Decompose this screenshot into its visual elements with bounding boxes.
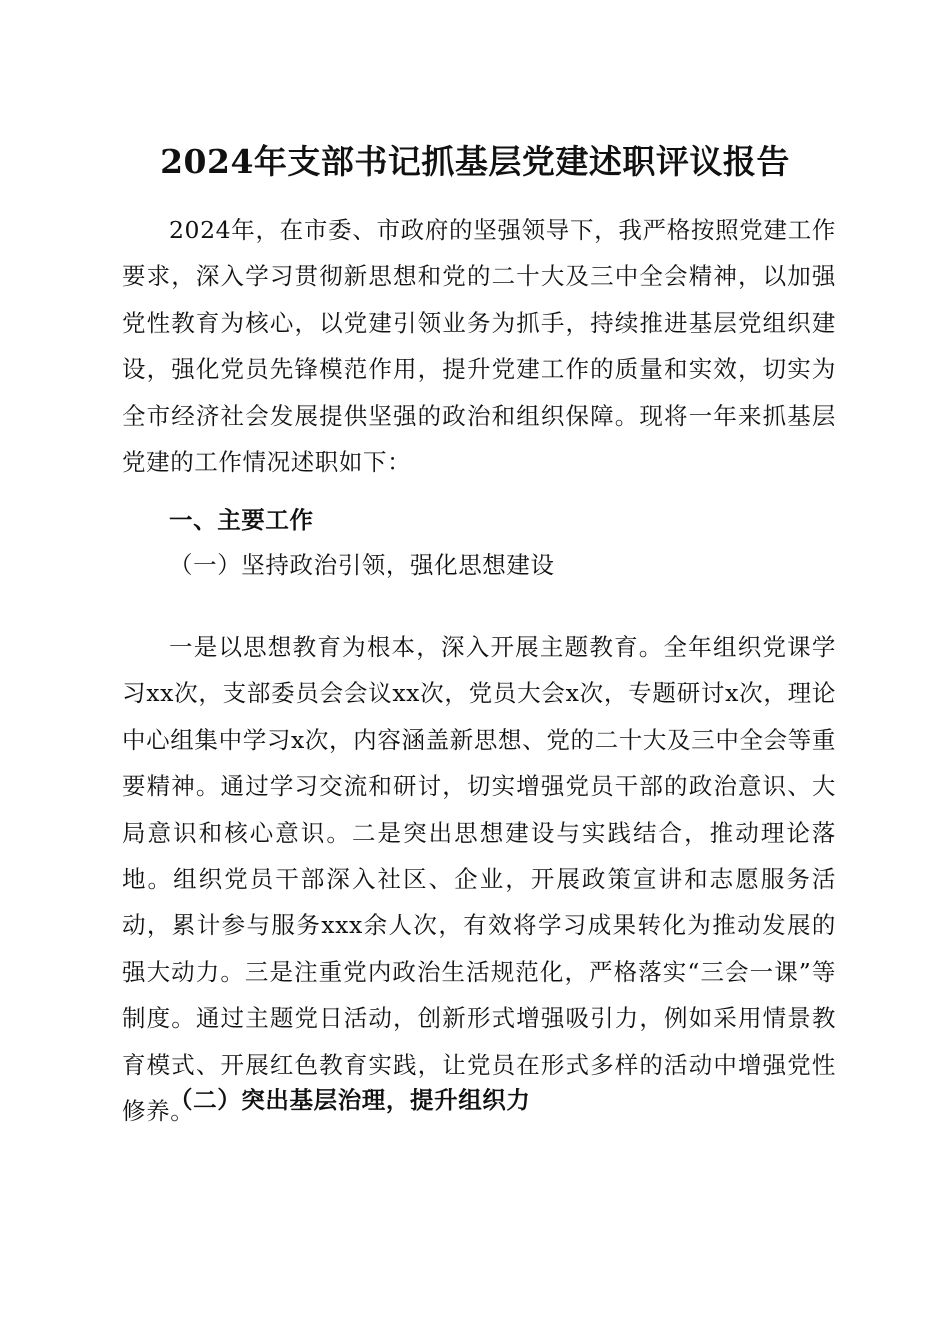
subsection-1-paragraph: 一是以思想教育为根本，深入开展主题教育。全年组织党课学习xx次，支部委员会会议xx次，党员大会x次，专题研讨x次，理论中心组集中学习x次，内容涵盖新思想、党的二十大及三中全会等重要精神。通过学习交流和研讨，切实增强党员干部的政治意识、大局意识和核心意识。二是突出思想建设与实践结合，推动理论落地。组织党员干部深入社区、企业，开展政策宣讲和志愿服务活动，累计参与服务xxx余人次，有效将学习成果转化为推动发展的强大动力。三是注重党内政治生活规范化，严格落实“三会一课”等制度。通过主题党日活动，创新形式增强吸引力，例如采用情景教育模式、开展红色教育实践，让党员在形式多样的活动中增强党性修养。 (122, 633, 836, 1126)
subsection-heading-grassroots-governance: （二）突出基层治理，提升组织力 (169, 1086, 531, 1114)
intro-paragraph: 2024年，在市委、市政府的坚强领导下，我严格按照党建工作要求，深入学习贯彻新思想和党的二十大及三中全会精神，以加强党性教育为核心，以党建引领业务为抓手，持续推进基层党组织建设，强化党员先锋模范作用，提升党建工作的质量和实效，切实为全市经济社会发展提供坚强的政治和组织保障。现将一年来抓基层党建的工作情况述职如下： (122, 216, 836, 477)
section-heading-main-work: 一、主要工作 (169, 506, 314, 534)
document-title: 2024年支部书记抓基层党建述职评议报告 (160, 142, 790, 181)
subsection-heading-political-leadership: （一）坚持政治引领，强化思想建设 (169, 551, 555, 579)
